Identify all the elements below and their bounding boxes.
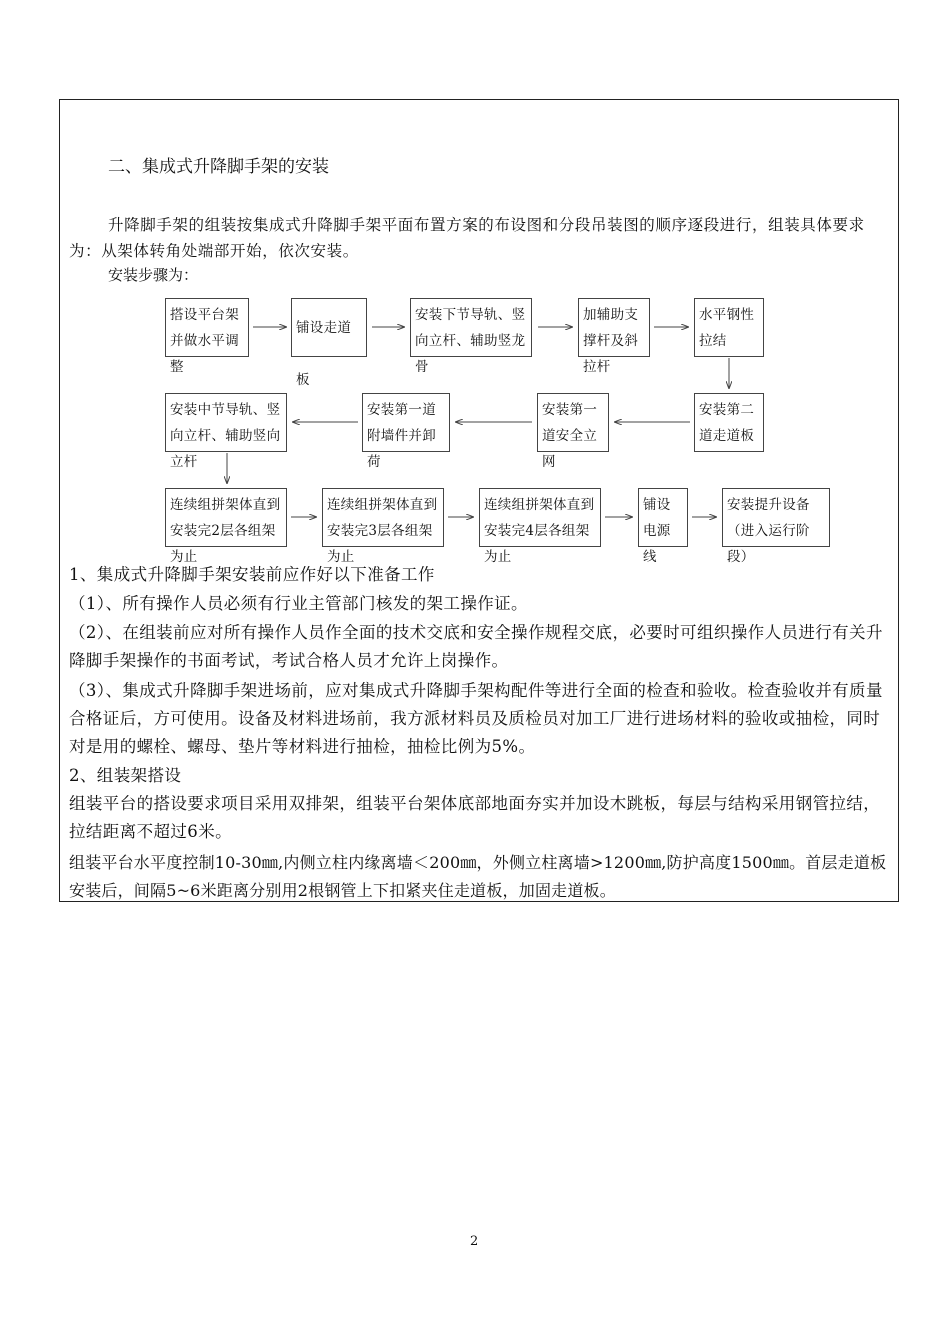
prep-item-1: （1）、所有操作人员必须有行业主管部门核发的架工操作证。 (69, 594, 528, 613)
flow-step-2: 铺设走道板 (291, 298, 367, 357)
page-number: 2 (470, 1234, 479, 1249)
steps-label: 安装步骤为： (108, 266, 199, 284)
flow-step-10: 连续组拼架体直到安装完2层各组架为止 (165, 488, 287, 547)
flow-step-3: 安装下节导轨、竖向立杆、辅助竖龙骨 (410, 298, 532, 357)
flow-step-4: 加辅助支撑杆及斜拉杆 (578, 298, 650, 357)
prep-item-2: （2）、在组装前应对所有操作人员作全面的技术交底和安全操作规程交底，必要时可组织操作人员进行有关升降脚手架操作的书面考试，考试合格人员才允许上岗操作。 (69, 623, 883, 670)
flow-step-9: 安装中节导轨、竖向立杆、辅助竖向立杆 (165, 393, 287, 452)
assembly-platform-text: 组装平台的搭设要求项目采用双排架，组装平台架体底部地面夯实并加设木跳板，每层与结构采用钢管拉结，拉结距离不超过6米。 (69, 794, 881, 841)
flow-step-13: 铺设电源线 (638, 488, 688, 547)
flow-step-1: 搭设平台架并做水平调整 (165, 298, 249, 357)
intro-paragraph: 升降脚手架的组装按集成式升降脚手架平面布置方案的布设图和分段吊装图的顺序逐段进行，组装具体要求为：从架体转角处端部开始，依次安装。 (69, 216, 865, 260)
assembly-level-text: 组装平台水平度控制10-30㎜,内侧立柱内缘离墙＜200㎜，外侧立柱离墙>1200㎜,防护高度1500㎜。首层走道板安装后，间隔5~6米距离分别用2根钢管上下扣紧夹住走道板，加固走道板。 (69, 853, 887, 900)
flow-step-12: 连续组拼架体直到安装完4层各组架为止 (479, 488, 601, 547)
prep-item-3: （3）、集成式升降脚手架进场前，应对集成式升降脚手架构配件等进行全面的检查和验收。检查验收并有质量合格证后，方可使用。设备及材料进场前，我方派材料员及质检员对加工厂进行进场材料的验收或抽检，同时对是用的螺栓、螺母、垫片等材料进行抽检，抽检比例为5%。 (69, 681, 883, 756)
prep-heading: 1、集成式升降脚手架安装前应作好以下准备工作 (69, 565, 435, 584)
flow-step-14: 安装提升设备（进入运行阶段） (722, 488, 830, 547)
flow-step-7: 安装第一道安全立网 (537, 393, 609, 452)
flow-step-11: 连续组拼架体直到安装完3层各组架为止 (322, 488, 444, 547)
flow-step-8: 安装第一道附墙件并卸荷 (362, 393, 450, 452)
section-title: 二、集成式升降脚手架的安装 (108, 157, 329, 177)
flow-step-5: 水平钢性拉结 (694, 298, 764, 357)
assembly-heading: 2、组装架搭设 (69, 766, 182, 785)
flow-step-6: 安装第二道走道板 (694, 393, 764, 452)
